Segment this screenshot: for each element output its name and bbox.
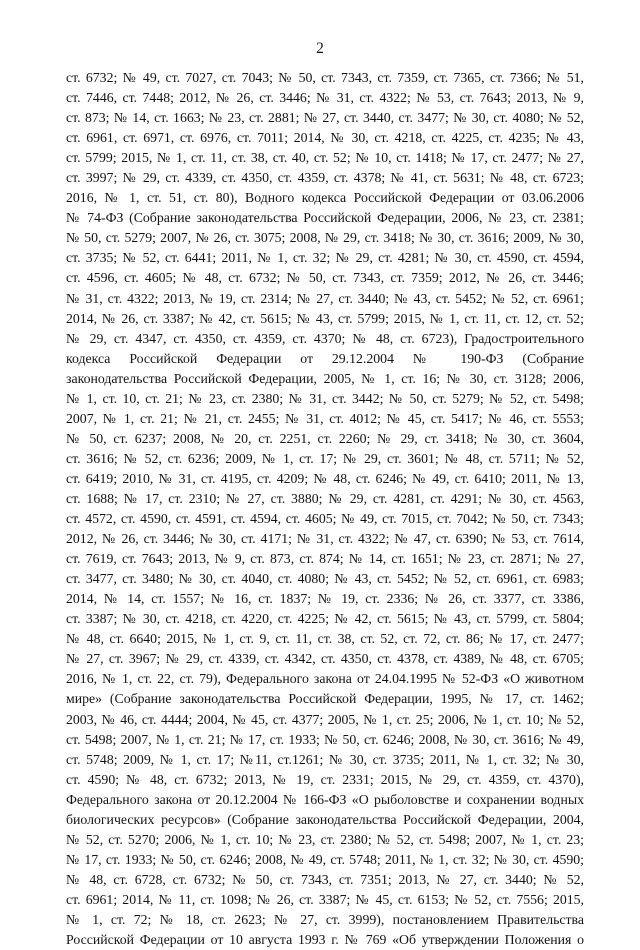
- text-line: № 17, ст. 1933; № 50, ст. 6246; 2008, № 49, ст. 5748; 2011, № 1, ст. 32; № 30, ст. 4590;: [66, 851, 584, 867]
- text-line: 2012, № 26, ст. 3446; № 30, ст. 4171; № 31, ст. 4322; № 47, ст. 6390; № 53, ст. 7614,: [66, 531, 584, 547]
- text-line: № 50, ст. 6237; 2008, № 20, ст. 2251, ст. 2260; № 29, ст. 3418; № 30, ст. 3604,: [66, 430, 584, 446]
- text-line: № 48, ст. 6728, ст. 6732; № 50, ст. 7343, ст. 7351; 2013, № 27, ст. 3440; № 52,: [66, 871, 584, 887]
- text-line: биологических ресурсов» (Собрание законодательства Российской Федерации, 2004,: [66, 811, 584, 827]
- page-number: 2: [316, 40, 324, 57]
- text-line: ст. 3477, ст. 3480; № 30, ст. 4040, ст. 4080; № 43, ст. 5452; № 52, ст. 6961, ст. 6983;: [66, 571, 584, 587]
- text-line: ст. 6961, ст. 6971, ст. 6976, ст. 7011; 2014, № 30, ст. 4218, ст. 4225, ст. 4235; № 43,: [66, 130, 584, 146]
- text-line: Российской Федерации от 10 августа 1993 г. № 769 «Об утверждении Положения о: [66, 932, 584, 948]
- body-text: [66, 68, 584, 950]
- text-line: ст. 4572, ст. 4590, ст. 4591, ст. 4594, ст. 4605; № 49, ст. 7015, ст. 7042; № 50, ст. 7343;: [66, 511, 584, 527]
- text-line: № 1, ст. 72; № 18, ст. 2623; № 27, ст. 3999), постановлением Правительства: [66, 911, 584, 927]
- text-line: № 52, ст. 5270; 2006, № 1, ст. 10; № 23, ст. 2380; № 52, ст. 5498; 2007, № 1, ст. 23;: [66, 831, 584, 847]
- text-line: 2007, № 1, ст. 21; № 21, ст. 2455; № 31, ст. 4012; № 45, ст. 5417; № 46, ст. 5553;: [66, 410, 584, 426]
- text-line: мире» (Собрание законодательства Российской Федерации, 1995, № 17, ст. 1462;: [66, 691, 584, 707]
- text-line: ст. 3997; № 29, ст. 4339, ст. 4350, ст. 4359, ст. 4378; № 41, ст. 5631; № 48, ст. 6723;: [66, 170, 584, 186]
- text-line: законодательства Российской Федерации, 2005, № 1, ст. 16; № 30, ст. 3128; 2006,: [66, 370, 584, 386]
- text-line: ст. 3616; № 52, ст. 6236; 2009, № 1, ст. 17; № 29, ст. 3601; № 48, ст. 5711; № 52,: [66, 450, 584, 466]
- text-line: ст. 5748; 2009, № 1, ст. 17; №11, ст.1261; № 30, ст. 3735; 2011, № 1, ст. 32; № 30,: [66, 751, 584, 767]
- text-line: № 29, ст. 4347, ст. 4350, ст. 4359, ст. 4370; № 48, ст. 6723), Градостроительного: [66, 330, 584, 346]
- text-line: ст. 1688; № 17, ст. 2310; № 27, ст. 3880; № 29, ст. 4281, ст. 4291; № 30, ст. 4563,: [66, 490, 584, 506]
- text-line: 2016, № 1, ст. 51, ст. 80), Водного кодекса Российской Федерации от 03.06.2006: [66, 190, 584, 206]
- text-line: ст. 4590; № 48, ст. 6732; 2013, № 19, ст. 2331; 2015, № 29, ст. 4359, ст. 4370),: [66, 771, 584, 787]
- text-line: 2003, № 46, ст. 4444; 2004, № 45, ст. 4377; 2005, № 1, ст. 25; 2006, № 1, ст. 10; № 52,: [66, 711, 584, 727]
- text-line: Федерального закона от 20.12.2004 № 166-ФЗ «О рыболовстве и сохранении водных: [66, 791, 584, 807]
- text-line: ст. 7446, ст. 7448; 2012, № 26, ст. 3446; № 31, ст. 4322; № 53, ст. 7643; 2013, № 9,: [66, 90, 584, 106]
- text-line: ст. 6961; 2014, № 11, ст. 1098; № 26, ст. 3387; № 45, ст. 6153; № 52, ст. 7556; 2015,: [66, 891, 584, 907]
- text-line: ст. 3387; № 30, ст. 4218, ст. 4220, ст. 4225; № 42, ст. 5615; № 43, ст. 5799, ст. 5804;: [66, 611, 584, 627]
- text-line: ст. 6419; 2010, № 31, ст. 4195, ст. 4209; № 48, ст. 6246; № 49, ст. 6410; 2011, № 13,: [66, 470, 584, 486]
- text-line: кодекса Российской Федерации от 29.12.2004 № 190-ФЗ (Собрание: [66, 350, 584, 366]
- text-line: ст. 5799; 2015, № 1, ст. 11, ст. 38, ст. 40, ст. 52; № 10, ст. 1418; № 17, ст. 2477; № 27,: [66, 150, 584, 166]
- text-line: № 27, ст. 3967; № 29, ст. 4339, ст. 4342, ст. 4350, ст. 4378, ст. 4389, № 48, ст. 6705;: [66, 651, 584, 667]
- text-line: № 1, ст. 10, ст. 21; № 23, ст. 2380; № 31, ст. 3442; № 50, ст. 5279; № 52, ст. 5498;: [66, 390, 584, 406]
- text-line: ст. 6732; № 49, ст. 7027, ст. 7043; № 50, ст. 7343, ст. 7359, ст. 7365, ст. 7366; № 51,: [66, 70, 584, 85]
- text-line: ст. 4596, ст. 4605; № 48, ст. 6732; № 50, ст. 7343, ст. 7359; 2012, № 26, ст. 3446;: [66, 270, 584, 286]
- text-line: ст. 3735; № 52, ст. 6441; 2011, № 1, ст. 32; № 29, ст. 4281; № 30, ст. 4590, ст. 4594,: [66, 250, 584, 266]
- text-line: ст. 7619, ст. 7643; 2013, № 9, ст. 873, ст. 874; № 14, ст. 1651; № 23, ст. 2871; № 27,: [66, 551, 584, 567]
- text-line: № 74-ФЗ (Собрание законодательства Российской Федерации, 2006, № 23, ст. 2381;: [66, 210, 584, 226]
- text-line: № 48, ст. 6640; 2015, № 1, ст. 9, ст. 11, ст. 38, ст. 52, ст. 72, ст. 86; № 17, ст. 2477;: [66, 631, 584, 647]
- text-line: № 31, ст. 4322; 2013, № 19, ст. 2314; № 27, ст. 3440; № 43, ст. 5452; № 52, ст. 6961;: [66, 290, 584, 306]
- text-line: ст. 5498; 2007, № 1, ст. 21; № 17, ст. 1933; № 50, ст. 6246; 2008, № 30, ст. 3616; № 49,: [66, 731, 584, 747]
- text-line: 2014, № 26, ст. 3387; № 42, ст. 5615; № 43, ст. 5799; 2015, № 1, ст. 11, ст. 12, ст. 52;: [66, 310, 584, 326]
- text-line: ст. 873; № 14, ст. 1663; № 23, ст. 2881; № 27, ст. 3440, ст. 3477; № 30, ст. 4080; № 52,: [66, 110, 584, 126]
- text-line: 2016, № 1, ст. 22, ст. 79), Федерального закона от 24.04.1995 № 52-ФЗ «О животном: [66, 671, 584, 687]
- text-line: 2014, № 14, ст. 1557; № 16, ст. 1837; № 19, ст. 2336; № 26, ст. 3377, ст. 3386,: [66, 591, 584, 607]
- text-line: № 50, ст. 5279; 2007, № 26, ст. 3075; 2008, № 29, ст. 3418; № 30, ст. 3616; 2009, № 30,: [66, 230, 584, 246]
